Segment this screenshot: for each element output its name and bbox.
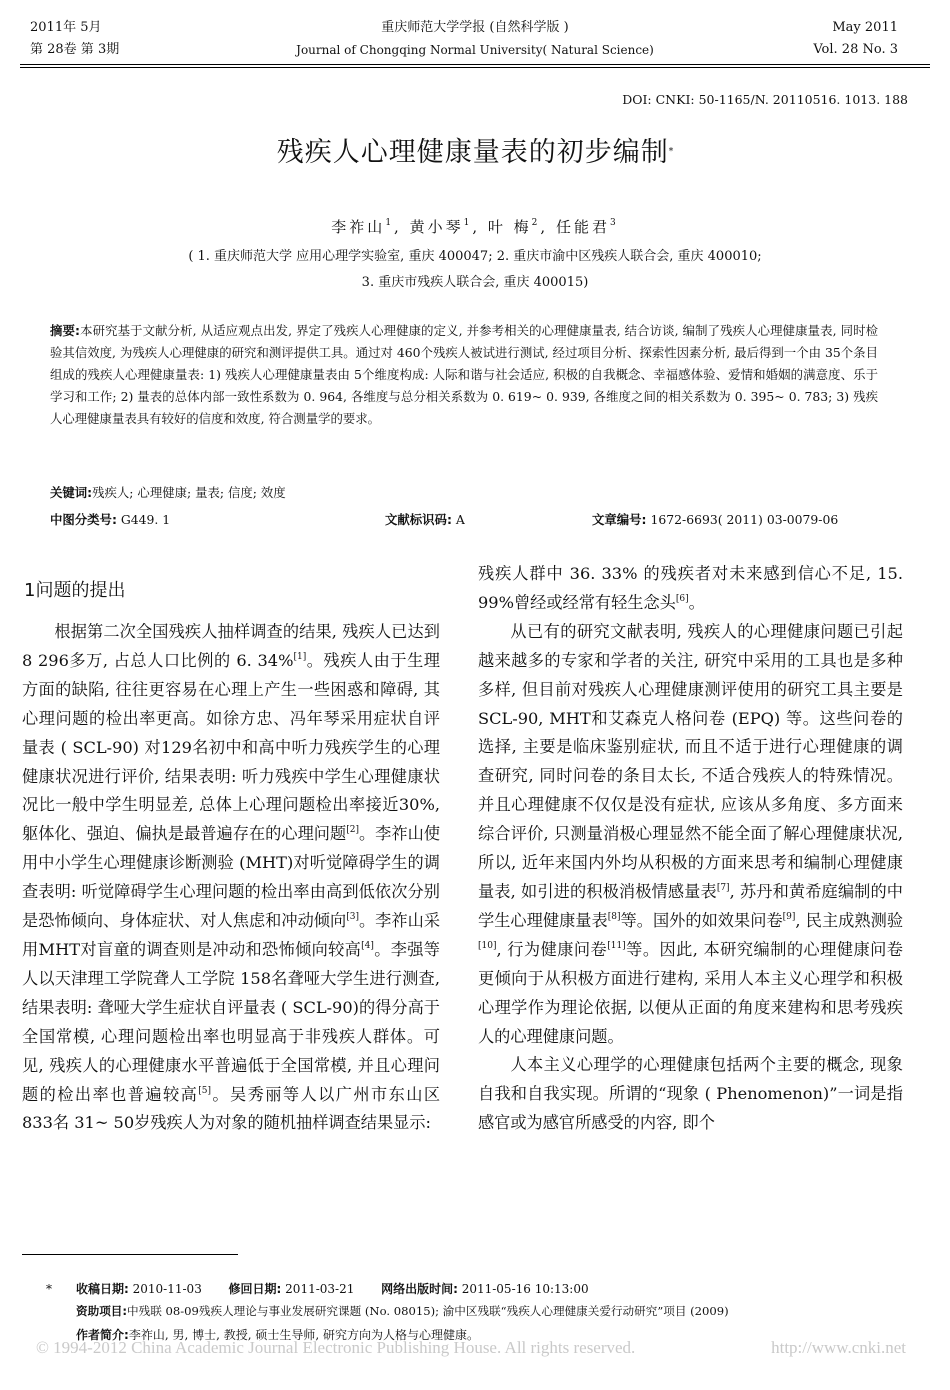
online-label: 网络出版时间:: [381, 1282, 458, 1296]
citation: [6]: [675, 593, 689, 604]
header-volume: 第 28卷 第 3期: [30, 42, 120, 57]
article-number: [592, 510, 838, 528]
author-separator: ,: [394, 218, 410, 236]
text-run: 根据第二次全国残疾人抽样调查的结果, 残疾人已达到 8 296多万, 占总人口比例的 6. 34%: [22, 622, 440, 670]
document-code: [385, 510, 465, 528]
right-column: [478, 560, 903, 1138]
clc-label: 中图分类号:: [50, 512, 117, 527]
keywords: [50, 482, 878, 504]
received-label: 收稿日期:: [76, 1282, 129, 1296]
received-date: 2010-11-03: [132, 1282, 202, 1296]
abstract-label: 摘要:: [50, 323, 80, 338]
footnote-dates: [76, 1280, 589, 1298]
header-rule: [20, 64, 930, 65]
affiliation-line-2: 3. 重庆市残疾人联合会, 重庆 400015): [361, 275, 589, 290]
right-paragraph: [478, 1051, 903, 1138]
abstract-text: 本研究基于文献分析, 从适应观点出发, 界定了残疾人心理健康的定义, 并参考相关的心理健康量表, 结合访谈, 编制了残疾人心理健康量表, 同时检验其信效度, 为残疾人心理健康的研究和测评提供工具。通过对 460个残疾人被试进行测试, 经过项目分析、探索性因素分析, 最后得到一个由 35个条目组成的残疾人心理健康量表: 1) 残疾人心理健康量表由 5个维度构成: 人际和谐与社会适应, 积极的自我概念、幸福感体验、爱情和婚姻的满意度、乐于学习和工作; 2) 量表的总体内部一致性系数为 0. 964, 各维度与总分相关系数为 0. 619~ 0. 939, 各维度之间的相关系数为 0. 395~ 0. 783; 3) 残疾人心理健康量表具有较好的信度和效度, 符合测量学的要求。: [50, 323, 878, 426]
left-paragraph: [22, 618, 440, 1138]
citation: [1]: [293, 651, 307, 662]
clc-value: G449. 1: [120, 512, 171, 527]
journal-name-en: Journal of Chongqing Normal University( Natural Science): [296, 43, 654, 57]
text-run: , 行为健康问卷: [496, 939, 608, 959]
citation: [11]: [607, 940, 626, 951]
author-separator: ,: [472, 218, 488, 236]
doi: DOI: CNKI: 50-1165/N. 20110516. 1013. 188: [622, 92, 908, 107]
text-run: 。李强等人以天津理工学院聋人工学院 158名聋哑大学生进行测查, 结果表明: 聋哑大学生症状自评量表 ( SCL-90)的得分高于全国常模, 心理问题检出率也明显高于非残疾人群体。可见, 残疾人的心理健康水平普遍低于全国常模, 并且心理问题的检出率也普遍较高: [22, 939, 440, 1104]
text-run: , 苏丹和黄希庭编制的中学生心理健康量表: [478, 881, 903, 930]
funding-text: 中残联 08-09残疾人理论与事业发展研究课题 (No. 08015); 渝中区残联“残疾人心理健康关爱行动研究”项目 (2009): [127, 1304, 729, 1318]
affiliation-line-1: ( 1. 重庆师范大学 应用心理学实验室, 重庆 400047; 2. 重庆市渝中区残疾人联合会, 重庆 400010;: [188, 249, 762, 264]
author-affiliation-mark: 2: [531, 218, 541, 228]
text-run: , 民主成熟测验: [795, 910, 904, 930]
header-rule-second: [20, 67, 930, 68]
title-footnote-mark: *: [668, 147, 674, 157]
clc-number: [50, 510, 170, 528]
text-run: 。李祚山使用中小学生心理健康诊断测验 (MHT)对听觉障碍学生的调查表明: 听觉障碍学生心理问题的检出率由高到低依次分别是恐怖倾向、身体症状、对人焦虑和冲动倾向: [22, 824, 441, 931]
author-bio-text: 李祚山, 男, 博士, 教授, 硕士生导师, 研究方向为人格与心理健康。: [128, 1328, 479, 1342]
doc-code-label: 文献标识码:: [385, 512, 452, 527]
journal-name-cn: 重庆师范大学学报 (自然科学版 ): [381, 20, 569, 35]
citation: [9]: [782, 911, 796, 922]
text-run: 。残疾人由于生理方面的缺陷, 往往更容易在心理上产生一些困惑和障碍, 其心理问题的检出率更高。如徐方忠、冯年琴采用症状自评量表 ( SCL-90) 对129名初中和高中听力残疾学生的心理健康状况进行评价, 结果表明: 听力残疾中学生心理健康状况比一般中学生明显差, 总体上心理问题检出率接近30%, 躯体化、强迫、偏执是最普遍存在的心理问题: [22, 650, 440, 844]
header-date: 2011年 5月: [30, 20, 102, 35]
author-affiliation-mark: 3: [609, 218, 619, 228]
text-run: 。李祚山采用MHT对盲童的调查则是冲动和恐怖倾向较高: [22, 911, 441, 959]
section-heading: 1问题的提出: [24, 580, 126, 601]
author-name: 叶 梅: [487, 218, 532, 236]
text-run: 人本主义心理学的心理健康包括两个主要的概念, 现象自我和自我实现。所谓的“现象 ( Phenomenon)”一词是指感官或为感官所感受的内容, 即个: [478, 1055, 903, 1133]
cnki-url-watermark: http://www.cnki.net: [771, 1338, 906, 1357]
text-run: 从已有的研究文献表明, 残疾人的心理健康问题已引起越来越多的专家和学者的关注, 研究中采用的工具也是多种多样, 但目前对残疾人心理健康测评使用的研究工具主要是 SCL-90, MHT和艾森克人格问卷 (EPQ) 等。这些问卷的选择, 主要是临床鉴别症状, 而且不适于进行心理健康的调查研究, 同时问卷的条目太长, 不适合残疾人的特殊情况。并且心理健康不仅仅是没有症状, 应该从多角度、多方面来综合评价, 只测量消极心理显然不能全面了解心理健康状况, 所以, 近年来国内外均从积极的方面来思考和编制心理健康量表, 如引进的积极消极情感量表: [478, 621, 903, 901]
author-name: 李祚山: [331, 218, 386, 236]
author-name: 任能君: [555, 218, 610, 236]
header-date-en: May 2011: [832, 20, 898, 35]
text-run: 残疾人群中 36. 33% 的残疾者对未来感到信心不足, 15. 99%曾经或经常有轻生念头: [478, 564, 903, 612]
citation: [2]: [346, 825, 359, 836]
citation: [3]: [346, 912, 359, 923]
title-block: [0, 130, 950, 169]
citation: [7]: [716, 882, 730, 893]
doc-code-value: A: [455, 512, 465, 527]
online-date: 2011-05-16 10:13:00: [461, 1282, 589, 1296]
right-paragraph-continued: [478, 560, 903, 618]
text-run: 等。因此, 本研究编制的心理健康问卷更倾向于从积极方面进行建构, 采用人本主义心理学和积极心理学作为理论依据, 以便从正面的角度来建构和思考残疾人的心理健康问题。: [478, 939, 903, 1046]
keywords-text: 残疾人; 心理健康; 量表; 信度; 效度: [92, 485, 286, 500]
keywords-label: 关键词:: [50, 485, 93, 500]
author-list: [0, 216, 950, 237]
author-separator: ,: [540, 218, 556, 236]
article-number-label: 文章编号:: [592, 512, 647, 527]
abstract: [50, 320, 878, 430]
text-run: 。吴秀丽等人以广州市东山区 833名 31~ 50岁残疾人为对象的随机抽样调查结果显示:: [22, 1084, 441, 1133]
text-run: 。: [688, 592, 705, 612]
author-name: 黄小琴: [409, 218, 464, 236]
author-bio-label: 作者简介:: [76, 1328, 129, 1342]
right-paragraph: [478, 618, 903, 1052]
citation: [10]: [478, 940, 497, 951]
header-volume-en: Vol. 28 No. 3: [813, 42, 898, 57]
author-affiliation-mark: 1: [385, 218, 395, 228]
revised-label: 修回日期:: [228, 1282, 282, 1296]
text-run: 等。国外的如效果问卷: [620, 910, 783, 930]
paper-title: 残疾人心理健康量表的初步编制: [276, 137, 669, 168]
funding-label: 资助项目:: [76, 1304, 128, 1318]
copyright-watermark: © 1994-2012 China Academic Journal Electronic Publishing House. All rights reserved.: [36, 1338, 636, 1357]
citation: [4]: [361, 940, 374, 951]
footnote-funding: [76, 1302, 729, 1320]
left-column: [22, 618, 440, 1138]
footnote-rule: [22, 1254, 238, 1255]
article-number-value: 1672-6693( 2011) 03-0079-06: [650, 512, 839, 527]
revised-date: 2011-03-21: [285, 1282, 355, 1296]
citation: [8]: [607, 911, 621, 922]
author-affiliation-mark: 1: [463, 218, 473, 228]
citation: [5]: [198, 1085, 211, 1096]
footnote-mark: *: [46, 1282, 52, 1296]
